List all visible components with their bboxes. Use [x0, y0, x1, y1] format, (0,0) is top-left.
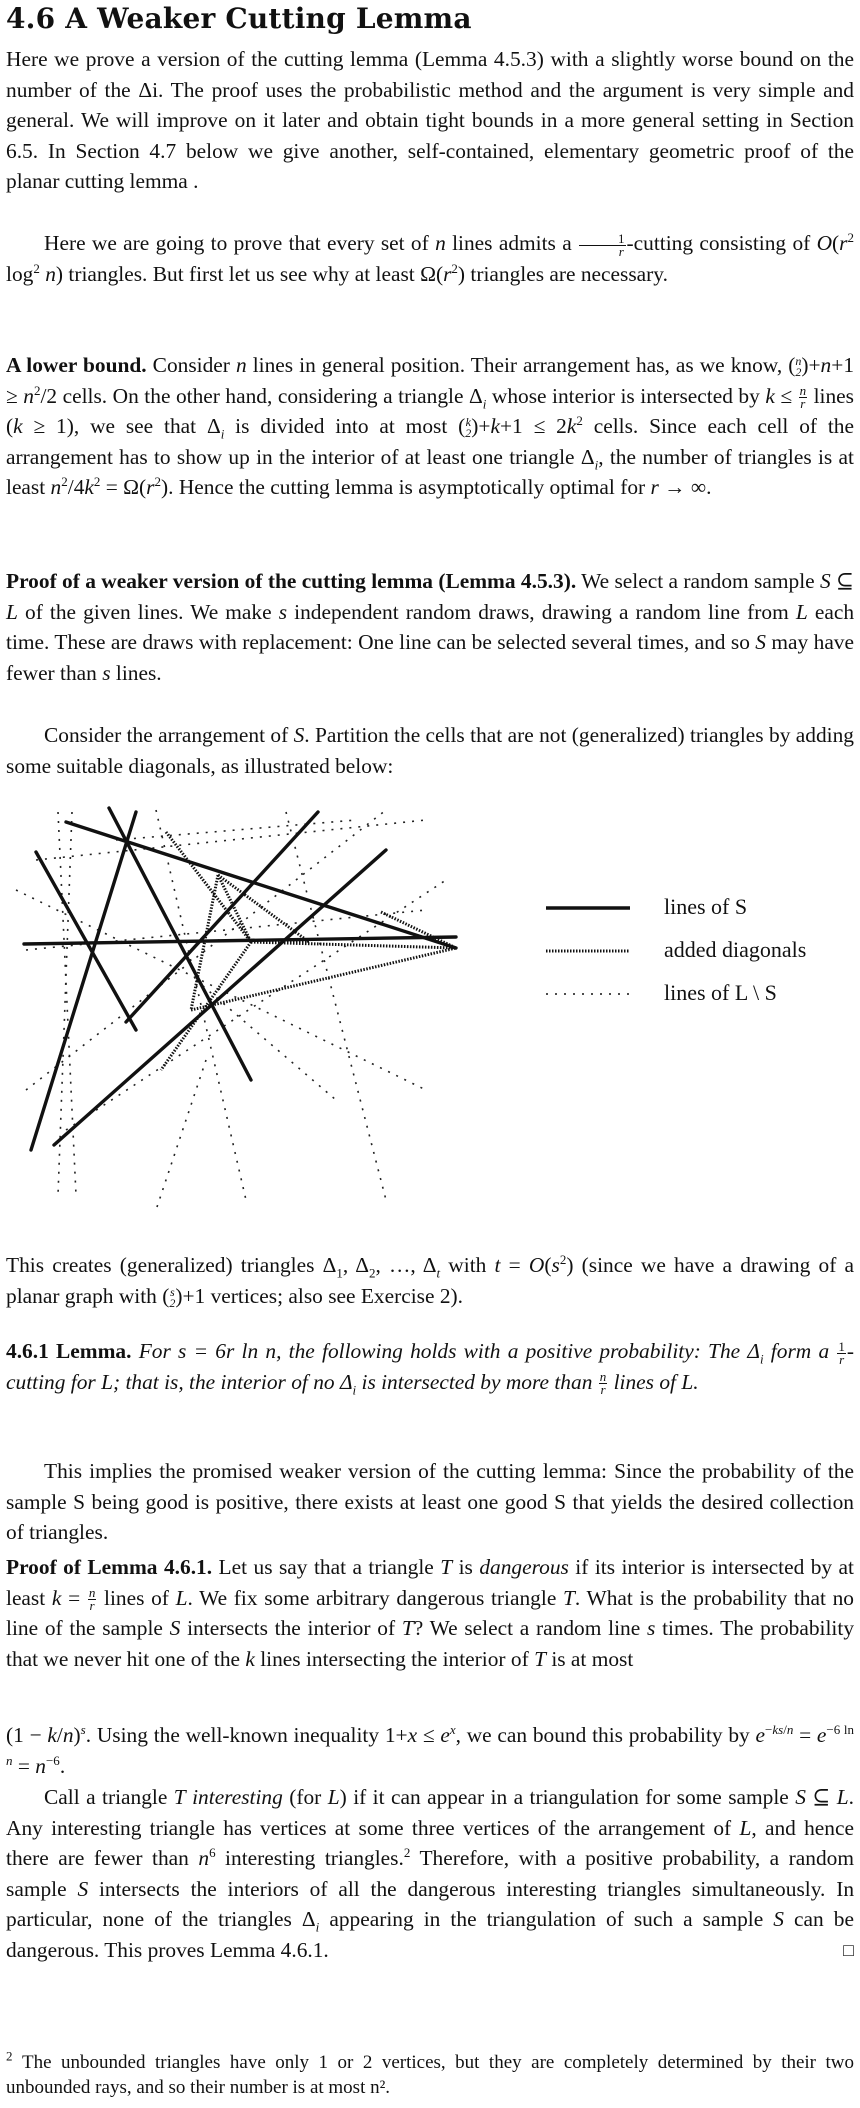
- line-L-minus-S: [156, 810, 246, 1200]
- line-L-minus-S: [36, 820, 426, 860]
- proof-lemma-bound: $(1 - k/n)^s$. Using the well-known inequality $1+x \le e^x$, we can bound this probability by $e^{-ks/n} = e^{-6 ln n} = n^{-6}$.: [6, 1721, 854, 1778]
- added-diagonal: [218, 875, 251, 942]
- footnote: $^2$ The unbounded triangles have only 1 or 2 vertices, but they are completely determined by their two unbounded rays, and so their number is at most n².: [6, 2048, 855, 2098]
- arrangement-diagram: [6, 800, 854, 1240]
- arrangement-figure: [6, 800, 854, 1240]
- interesting-paragraph: Call a triangle T interesting (for L) if it can appear in a triangulation for some sample S ⊆ L. Any interesting triangle has vertices at some three vertices of the arrangement of L, and hence there are fewer than $n^6$ interesting triangles.$^2$ Therefore, with a positive probability, a random sample S intersects the interiors of all the dangerous interesting triangles simultaneously. In particular, none of the triangles $\Delta_i$ appearing in the triangulation of such a sample S can be dangerous. This proves Lemma 4.6.1. □: [6, 1782, 854, 1966]
- legend-lines-of-S: lines of S: [664, 894, 748, 919]
- legend-added-diagonals: added diagonals: [664, 937, 807, 962]
- triangles-paragraph: This creates (generalized) triangles $\Delta_1$, $\Delta_2$, …, $\Delta_t$ with $t = O(s^2)$ (since we have a drawing of a planar graph with ( s 2 )+1 vertices; also see Exercise 2).: [6, 1251, 854, 1310]
- line-of-S: [66, 822, 456, 948]
- line-of-S: [54, 850, 386, 1145]
- added-diagonal: [191, 948, 456, 1010]
- footnote-ref: 2: [403, 1845, 411, 1861]
- section-heading: 4.6 A Weaker Cutting Lemma: [6, 2, 472, 35]
- proof-lemma-paragraph: Proof of Lemma 4.6.1. Let us say that a triangle T is dangerous if its interior is intersected by at least k = $\frac{n}{r}$ lines of L. We fix some arbitrary dangerous triangle T. What is the probability that no line of the sample S intersects the interior of T? We select a random line s times. The probability that we never hit one of the k lines intersecting the interior of T is at most: [6, 1555, 855, 1671]
- lemma-paragraph: 4.6.1 Lemma. For s = 6r ln n, the following holds with a positive probability: The $\Delta_i$ form a $\frac{1}{r}$ -cutting for L; that is, the interior of no $\Delta_i$ is intersected by more than $\frac{n}{r}$ lines of L.: [6, 1338, 855, 1398]
- line-of-S: [31, 812, 136, 1150]
- line-L-minus-S: [26, 810, 386, 1090]
- legend-lines-of-L-minus-S: lines of L \ S: [664, 980, 777, 1005]
- proof-weaker-paragraph: Proof of a weaker version of the cutting lemma (Lemma 4.5.3). We select a random sample S ⊆ L of the given lines. We make s independent random draws, drawing a random line from L each time. These are draws with replacement: One line can be selected several times, and so S may have fewer than s lines.: [6, 569, 855, 685]
- arrangement-paragraph: Consider the arrangement of S. Partition the cells that are not (generalized) triangles by adding some suitable diagonals, as illustrated below:: [6, 723, 854, 778]
- implication-paragraph: This implies the promised weaker version of the cutting lemma: Since the probability of the sample S being good is positive, there exists at least one good S that yields the desired collection of triangles.: [6, 1459, 854, 1545]
- line-L-minus-S: [116, 820, 356, 840]
- goal-paragraph: Here we are going to prove that every set of n lines admits a $\frac{1}{r}$ -cutting consisting of $O(r^2$ $\log^2 n$) triangles. But first let us see why at least $\Omega(r^2)$ triangles are necessary.: [6, 229, 854, 286]
- line-of-S: [126, 812, 318, 1022]
- intro-paragraph: Here we prove a version of the cutting lemma (Lemma 4.5.3) with a slightly worse bound on the number of the Δi. The proof uses the probabilistic method and the argument is very simple and general. We will improve on it later and obtain tight bounds in a more general setting in Section 6.5. In Section 4.7 below we give another, self-contained, elementary geometric proof of the planar cutting lemma .: [6, 47, 854, 194]
- qed-icon: □: [843, 1939, 854, 1960]
- lower-bound-paragraph: A lower bound. Consider n lines in general position. Their arrangement has, as we know, ( n 2 )$+n+1 \ge n^2/2$ cells. On the other hand, considering a triangle $\Delta_i$ whose interior is intersected by k ≤ $\frac{n}{r}$ lines (k ≥ 1), we see that $\Delta_i$ is divided into at most ( k 2 )$+k+1 \le 2k^2$ cells. Since each cell of the arrangement has to show up in the interior of at least one triangle $\Delta_i$, the number of triangles is at least $n^2/4k^2 = \Omega(r^2)$. Hence the cutting lemma is asymptotically optimal for r → ∞.: [6, 353, 855, 500]
- line-L-minus-S: [286, 812, 386, 1200]
- line-L-minus-S: [156, 1060, 206, 1210]
